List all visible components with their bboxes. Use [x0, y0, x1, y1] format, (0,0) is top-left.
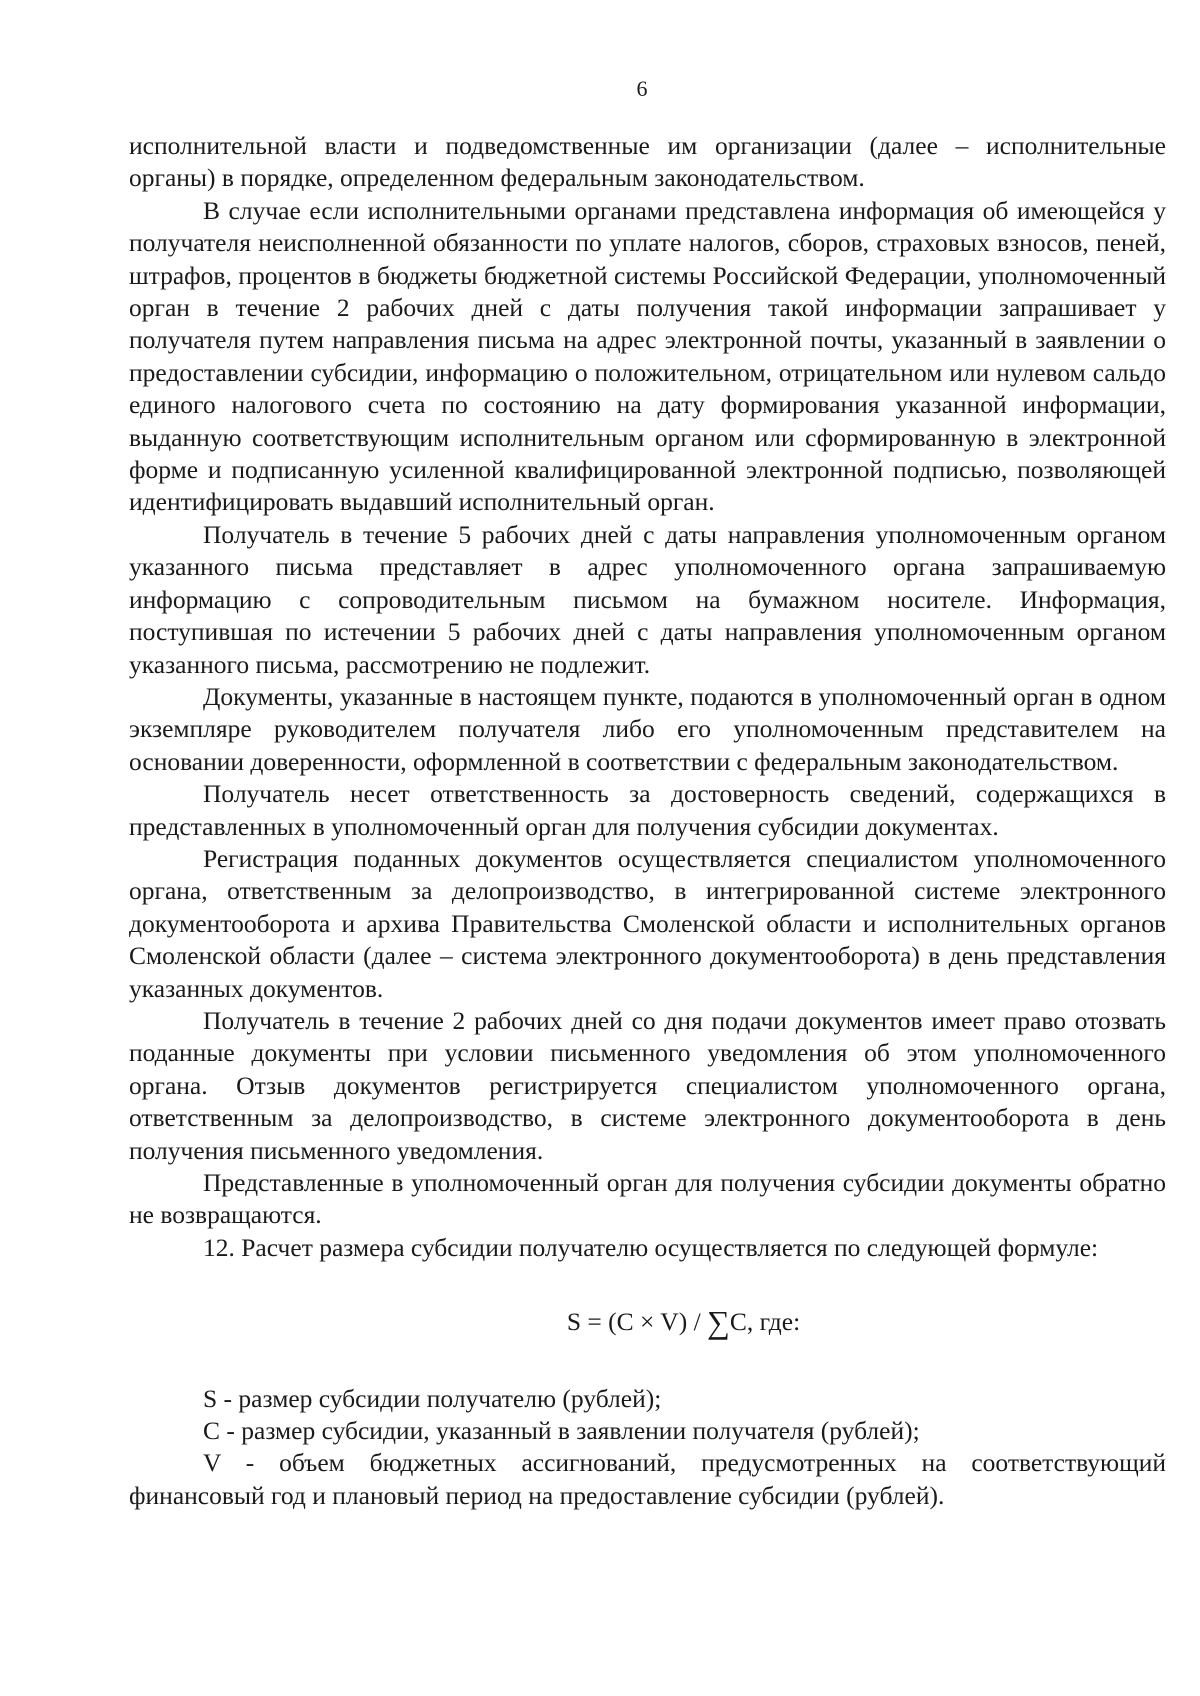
definition-item: V - объем бюджетных ассигнований, предусмотренных на соответствующий финансовый год и плановый период на предоставление субсидии (рублей). [129, 1448, 1166, 1510]
formula-left: S = (C × V) / [566, 1307, 708, 1337]
page-number: 6 [636, 76, 648, 101]
paragraph: Регистрация поданных документов осуществляется специалистом уполномоченного органа, ответственным за делопроизводство, в интегрированной системе электронного документооборота и архива Правительства Смоленской области и исполнительных органов Смоленской области (далее – система электронного документооборота) в день представления указанных документов. [129, 843, 1166, 1003]
paragraph: исполнительной власти и подведомственные им организации (далее – исполнительные органы) в порядке, определенном федеральным законодательством. [129, 131, 1166, 193]
document-body [129, 130, 1166, 1512]
formula [129, 1304, 1166, 1341]
sigma-symbol: ∑ [707, 1304, 730, 1341]
formula-right: C, где: [729, 1307, 801, 1337]
definition-item: S - размер субсидии получателю (рублей); [203, 1383, 662, 1413]
paragraph: Получатель в течение 2 рабочих дней со дня подачи документов имеет право отозвать поданные документы при условии письменного уведомления об этом уполномоченного органа. Отзыв документов регистрируется специалистом уполномоченного органа, ответственным за делопроизводство, в системе электронного документооборота в день получения письменного уведомления. [129, 1005, 1166, 1165]
paragraph: Представленные в уполномоченный орган для получения субсидии документы обратно не возвращаются. [129, 1168, 1166, 1230]
paragraph: В случае если исполнительными органами представлена информация об имеющейся у получателя неисполненной обязанности по уплате налогов, сборов, страховых взносов, пеней, штрафов, процентов в бюджеты бюджетной системы Российской Федерации, уполномоченный орган в течение 2 рабочих дней с даты получения такой информации запрашивает у получателя путем направления письма на адрес электронной почты, указанный в заявлении о предоставлении субсидии, информацию о положительном, отрицательном или нулевом сальдо единого налогового счета по состоянию на дату формирования указанной информации, выданную соответствующим исполнительным органом или сформированную в электронной форме и подписанную усиленной квалифицированной электронной подписью, позволяющей идентифицировать выдавший исполнительный орган. [129, 195, 1166, 517]
paragraph: Получатель несет ответственность за достоверность сведений, содержащихся в представленных в уполномоченный орган для получения субсидии документах. [129, 779, 1166, 841]
paragraph: 12. Расчет размера субсидии получателю осуществляется по следующей формуле: [203, 1232, 1099, 1262]
paragraph: Получатель в течение 5 рабочих дней с даты направления уполномоченным органом указанного письма представляет в адрес уполномоченного органа запрашиваемую информацию с сопроводительным письмом на бумажном носителе. Информация, поступившая по истечении 5 рабочих дней с даты направления уполномоченным органом указанного письма, рассмотрению не подлежит. [129, 519, 1166, 679]
definition-item: C - размер субсидии, указанный в заявлении получателя (рублей); [203, 1416, 920, 1446]
paragraph: Документы, указанные в настоящем пункте, подаются в уполномоченный орган в одном экземпляре руководителем получателя либо его уполномоченным представителем на основании доверенности, оформленной в соответствии с федеральным законодательством. [129, 681, 1166, 776]
